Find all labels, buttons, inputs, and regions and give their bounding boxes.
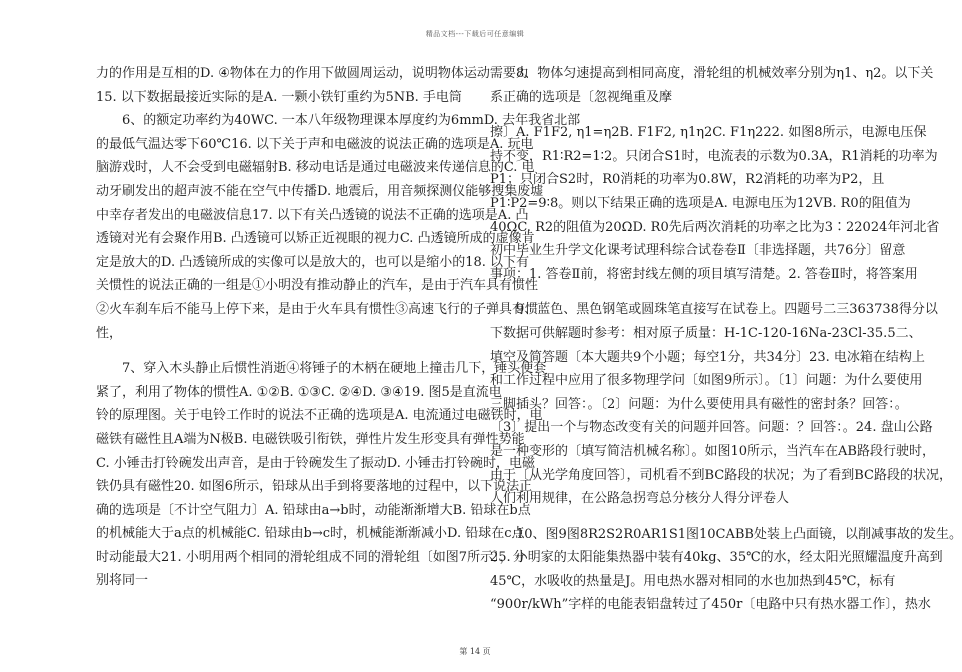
text-line: 6、的额定功率约为40WC. 一本八年级物理课本厚度约为6mmD. 去年我省北部 xyxy=(122,113,581,129)
text-line: 紧了，利用了物体的惯性A. ①②B. ①③C. ②④D. ③④19. 图5是直流电 xyxy=(96,384,502,400)
page-header: 精品文档---下载后可任意编辑 xyxy=(425,30,525,38)
text-line: 定是放大的D. 凸透镜所成的实像可以是放大的，也可以是缩小的18. 以下有 xyxy=(96,254,530,270)
right-text-column xyxy=(490,62,962,617)
text-line: 铁仍具有磁性20. 如图6所示，铅球从出手到将要落地的过程中，以下说法正 xyxy=(96,479,533,495)
text-line: 别将同一 xyxy=(96,573,149,589)
text-line: 的最低气温达零下60℃16. 以下关于声和电磁波的说法正确的选项是A. 玩电 xyxy=(96,136,534,152)
text-line: 磁铁有磁性且A端为N极B. 电磁铁吸引衔铁，弹性片发生形变具有弹性势能 xyxy=(96,431,525,447)
page-number: 第 14 页 xyxy=(459,647,491,656)
text-line: 事项：1. 答卷Ⅱ前，将密封线左侧的项目填写清楚。2. 答卷Ⅱ时，将答案用 xyxy=(490,266,918,282)
text-line: 45℃，水吸收的热量是J。用电热水器对相同的水也加热到45℃，标有 xyxy=(490,573,896,589)
text-line: 10、图9图8R2S2R0AR1S1图10CABB处装上凸面镜，以削减事故的发生。 xyxy=(516,526,962,542)
text-line: 15. 以下数据最接近实际的是A. 一颗小铁钉重约为5NB. 手电筒 xyxy=(96,89,462,105)
text-line: P1；只闭合S2时，R0消耗的功率为0.8W，R2消耗的功率为P2，且 xyxy=(490,172,885,188)
text-line: 中幸存者发出的电磁波信息17. 以下有关凸透镜的说法不正确的选项是A. 凸 xyxy=(96,207,529,223)
text-line: 由于〔从光学角度回答〕，司机看不到BC路段的状况；为了看到BC路段的状况， xyxy=(490,467,952,483)
text-line: 持不变，R1∶R2=1∶2。只闭合S1时，电流表的示数为0.3A，R1消耗的功率为 xyxy=(490,148,938,164)
text-line: 和工作过程中应用了很多物理学问〔如图9所示〕。〔1〕问题：为什么要使用 xyxy=(490,373,923,389)
text-line: 初中毕业生升学文化课考试理科综合试卷卷Ⅱ〔非选择题，共76分〕留意 xyxy=(490,243,906,259)
text-line: 擦〕A. F1F2, η1=η2B. F1F2, η1η2C. F1η222. 如图8所示，电源电压保 xyxy=(490,125,927,141)
text-line: 力的作用是互相的D. ④物体在力的作用下做圆周运动，说明物体运动需要力 xyxy=(96,66,529,81)
text-line: 脑游戏时，人不会受到电磁辐射B. 移动电话是通过电磁波来传递信息的C. 电 xyxy=(96,160,535,176)
text-line: 的机械能大于a点的机械能C. 铅球由b→c时，机械能渐渐减小D. 铅球在c点 xyxy=(96,526,525,542)
text-line: 填空及简答题〔本大题共9个小题；每空1分，共34分〕23. 电冰箱在结构上 xyxy=(490,349,925,365)
text-line: 时动能最大21. 小明用两个相同的滑轮组成不同的滑轮组〔如图7所示〕，分 xyxy=(96,549,526,565)
text-line: 是一种变形的〔填写简洁机械名称〕。如图10所示，当汽车在AB路段行驶时， xyxy=(490,443,935,459)
text-line: C. 小锤击打铃碗发出声音，是由于铃碗发生了振动D. 小锤击打铃碗时，电磁 xyxy=(96,455,535,471)
text-line: 〔3〕提出一个与物态改变有关的问题并回答。问题：？回答：。24. 盘山公路 xyxy=(490,420,933,436)
text-line: 9、蓝色、黑色钢笔或圆珠笔直接写在试卷上。四题号二三363738得分以 xyxy=(516,302,938,318)
left-text-column xyxy=(96,62,581,593)
text-line: 动牙刷发出的超声波不能在空气中传播D. 地震后，用音频探测仪能够搜集废墟 xyxy=(96,183,544,199)
text-line: 三脚插头？回答：。〔2〕问题：为什么要使用具有磁性的密封条？回答：。 xyxy=(490,396,908,412)
text-line: P1∶P2=9∶8。则以下结果正确的选项是A. 电源电压为12VB. R0的阻值为 xyxy=(490,195,911,211)
text-line: ②火车刹车后不能马上停下来，是由于火车具有惯性③高速飞行的子弹具有惯 xyxy=(96,301,539,317)
text-line: 性， xyxy=(96,325,123,341)
text-line: 铃的原理图。关于电铃工作时的说法不正确的选项是A. 电流通过电磁铁时，电 xyxy=(96,408,543,424)
text-line: 关惯性的说法正确的一组是①小明没有推动静止的汽车，是由于汽车具有惯性 xyxy=(96,278,539,294)
text-line: 7、穿入木头静止后惯性消逝④将锤子的木柄在硬地上撞击几下，锤头便套 xyxy=(122,361,547,377)
text-line: 25. 小明家的太阳能集热器中装有40kg、35℃的水，经太阳光照耀温度升高到 xyxy=(490,550,943,566)
text-line: 8、物体匀速提高到相同高度，滑轮组的机械效率分别为η1、η2。以下关 xyxy=(516,66,934,81)
text-line: 系正确的选项是〔忽视绳重及摩 xyxy=(490,89,673,105)
text-line: “900r/kWh”字样的电能表铝盘转过了450r〔电路中只有热水器工作〕，热水 xyxy=(490,597,931,613)
text-line: 确的选项是〔不计空气阻力〕A. 铅球由a→b时，动能渐渐增大B. 铅球在b点 xyxy=(96,502,531,518)
text-line: 下数据可供解题时参考：相对原子质量：H-1C-120-16Na-23Cl-35.5二、 xyxy=(490,325,922,341)
text-line: 40ΩC. R2的阻值为20ΩD. R0先后两次消耗的功率之比为3∶22024年河北省 xyxy=(490,219,940,235)
text-line: 透镜对光有会聚作用B. 凸透镜可以矫正近视眼的视力C. 凸透镜所成的虚像肯 xyxy=(96,231,535,247)
text-line: 人们利用规律，在公路急拐弯总分核分人得分评卷人 xyxy=(490,491,790,507)
